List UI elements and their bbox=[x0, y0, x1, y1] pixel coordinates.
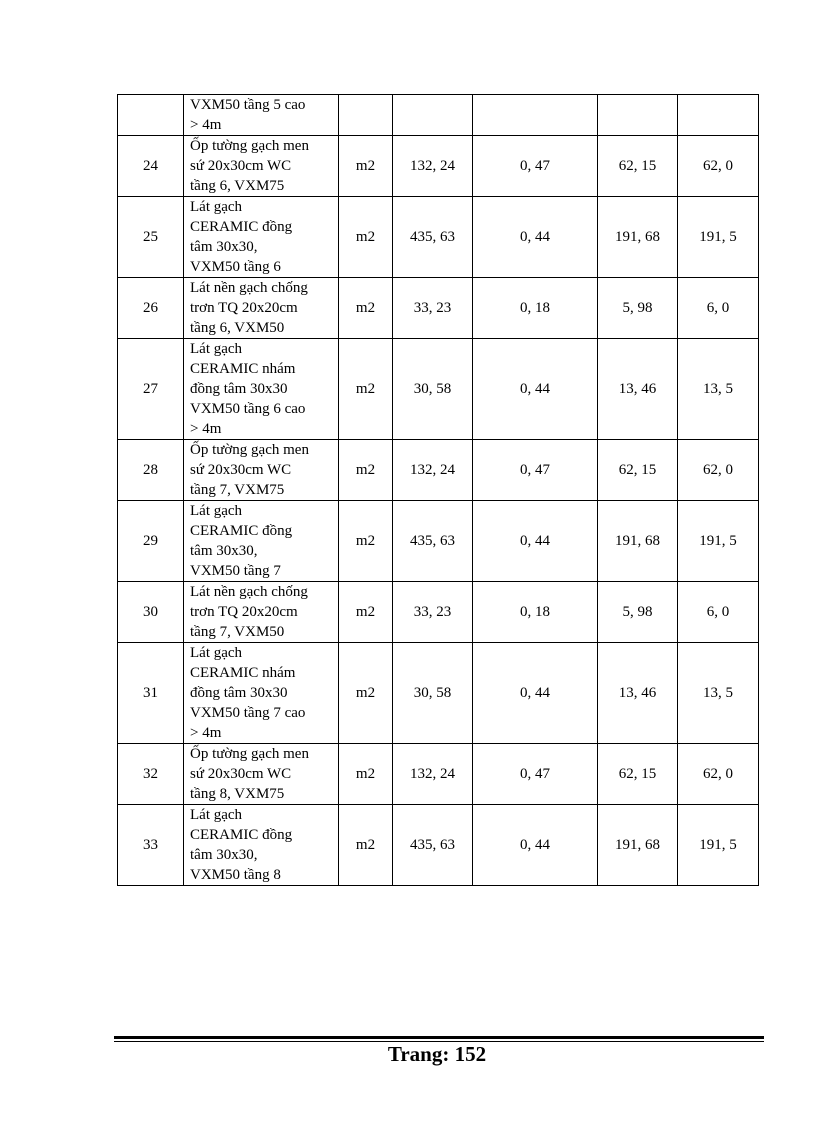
description-cell bbox=[184, 339, 339, 440]
rounded-cell: 62, 0 bbox=[678, 744, 759, 805]
table-row bbox=[118, 136, 759, 197]
description-line: Lát gạch bbox=[190, 199, 243, 215]
description-line: Ốp tường gạch men bbox=[190, 442, 309, 458]
description-line: Lát nền gạch chống bbox=[190, 584, 308, 600]
description-cell bbox=[184, 95, 339, 136]
norm-cell: 0, 47 bbox=[473, 744, 598, 805]
norm-cell: 0, 44 bbox=[473, 197, 598, 278]
calculated-cell: 62, 15 bbox=[598, 136, 678, 197]
item-number-cell: 31 bbox=[118, 643, 184, 744]
table-row bbox=[118, 339, 759, 440]
description-line: CERAMIC đồng bbox=[190, 827, 293, 843]
rounded-cell: 6, 0 bbox=[678, 582, 759, 643]
description-line: VXM50 tầng 5 cao bbox=[190, 97, 306, 113]
quantity-cell: 435, 63 bbox=[393, 197, 473, 278]
table-row bbox=[118, 440, 759, 501]
description-cell bbox=[184, 197, 339, 278]
item-number-cell: 29 bbox=[118, 501, 184, 582]
table-row bbox=[118, 744, 759, 805]
quantity-cell: 33, 23 bbox=[393, 278, 473, 339]
table-row bbox=[118, 197, 759, 278]
item-number-cell: 32 bbox=[118, 744, 184, 805]
description-line: > 4m bbox=[190, 117, 222, 133]
quantity-cell: 435, 63 bbox=[393, 501, 473, 582]
description-line: tầng 6, VXM75 bbox=[190, 178, 285, 194]
rounded-cell: 6, 0 bbox=[678, 278, 759, 339]
description-line: CERAMIC nhám bbox=[190, 361, 296, 377]
norm-cell: 0, 47 bbox=[473, 136, 598, 197]
calculated-cell: 62, 15 bbox=[598, 744, 678, 805]
description-line: VXM50 tầng 6 cao bbox=[190, 401, 306, 417]
description-line: CERAMIC đồng bbox=[190, 523, 293, 539]
description-line: Ốp tường gạch men bbox=[190, 138, 309, 154]
quantity-cell: 132, 24 bbox=[393, 440, 473, 501]
item-number-cell: 24 bbox=[118, 136, 184, 197]
description-line: tâm 30x30, bbox=[190, 847, 258, 863]
description-line: sứ 20x30cm WC bbox=[190, 158, 292, 174]
rounded-cell: 13, 5 bbox=[678, 339, 759, 440]
footer-rule bbox=[114, 1036, 764, 1039]
description-cell bbox=[184, 744, 339, 805]
rounded-cell: 191, 5 bbox=[678, 197, 759, 278]
description-line: Lát gạch bbox=[190, 645, 243, 661]
table-row bbox=[118, 805, 759, 886]
description-line: CERAMIC đồng bbox=[190, 219, 293, 235]
calculated-cell: 191, 68 bbox=[598, 805, 678, 886]
description-line: trơn TQ 20x20cm bbox=[190, 604, 298, 620]
rounded-cell: 191, 5 bbox=[678, 501, 759, 582]
unit-cell: m2 bbox=[339, 278, 393, 339]
item-number-cell: 26 bbox=[118, 278, 184, 339]
table-row bbox=[118, 501, 759, 582]
rounded-cell: 13, 5 bbox=[678, 643, 759, 744]
quantity-cell: 435, 63 bbox=[393, 805, 473, 886]
quantity-cell: 30, 58 bbox=[393, 643, 473, 744]
description-line: Lát gạch bbox=[190, 341, 243, 357]
item-number-cell: 27 bbox=[118, 339, 184, 440]
description-cell bbox=[184, 440, 339, 501]
description-line: sứ 20x30cm WC bbox=[190, 462, 292, 478]
description-line: Ốp tường gạch men bbox=[190, 746, 309, 762]
norm-cell: 0, 44 bbox=[473, 501, 598, 582]
norm-cell: 0, 44 bbox=[473, 805, 598, 886]
rounded-cell: 62, 0 bbox=[678, 136, 759, 197]
norm-cell: 0, 44 bbox=[473, 643, 598, 744]
rounded-cell: 62, 0 bbox=[678, 440, 759, 501]
description-line: tâm 30x30, bbox=[190, 543, 258, 559]
description-line: tầng 7, VXM50 bbox=[190, 624, 285, 640]
table-row bbox=[118, 582, 759, 643]
table-body bbox=[118, 95, 759, 886]
description-cell bbox=[184, 805, 339, 886]
unit-cell: m2 bbox=[339, 501, 393, 582]
quantity-cell: 132, 24 bbox=[393, 744, 473, 805]
calculated-cell: 191, 68 bbox=[598, 501, 678, 582]
description-line: tầng 6, VXM50 bbox=[190, 320, 285, 336]
table-row bbox=[118, 278, 759, 339]
quantity-cell: 33, 23 bbox=[393, 582, 473, 643]
description-line: tâm 30x30, bbox=[190, 239, 258, 255]
description-line: VXM50 tầng 7 bbox=[190, 563, 281, 579]
description-cell bbox=[184, 501, 339, 582]
calculated-cell: 191, 68 bbox=[598, 197, 678, 278]
unit-cell: m2 bbox=[339, 440, 393, 501]
calculated-cell: 13, 46 bbox=[598, 339, 678, 440]
unit-cell: m2 bbox=[339, 744, 393, 805]
description-line: tầng 8, VXM75 bbox=[190, 786, 285, 802]
norm-cell: 0, 18 bbox=[473, 278, 598, 339]
item-number-cell: 30 bbox=[118, 582, 184, 643]
norm-cell: 0, 47 bbox=[473, 440, 598, 501]
description-line: Lát gạch bbox=[190, 503, 243, 519]
description-line: > 4m bbox=[190, 421, 222, 437]
description-line: sứ 20x30cm WC bbox=[190, 766, 292, 782]
description-line: đồng tâm 30x30 bbox=[190, 685, 288, 701]
calculated-cell: 13, 46 bbox=[598, 643, 678, 744]
description-cell bbox=[184, 582, 339, 643]
quantity-cell: 30, 58 bbox=[393, 339, 473, 440]
calculated-cell: 62, 15 bbox=[598, 440, 678, 501]
page-number: Trang: 152 bbox=[387, 1042, 487, 1066]
table-row bbox=[118, 95, 759, 136]
rounded-cell bbox=[678, 95, 759, 136]
unit-cell: m2 bbox=[339, 643, 393, 744]
description-cell bbox=[184, 643, 339, 744]
description-line: trơn TQ 20x20cm bbox=[190, 300, 298, 316]
description-line: VXM50 tầng 8 bbox=[190, 867, 281, 883]
description-line: CERAMIC nhám bbox=[190, 665, 296, 681]
description-line: Lát gạch bbox=[190, 807, 243, 823]
calculated-cell bbox=[598, 95, 678, 136]
quantity-cell: 132, 24 bbox=[393, 136, 473, 197]
description-cell bbox=[184, 136, 339, 197]
description-line: Lát nền gạch chống bbox=[190, 280, 308, 296]
norm-cell bbox=[473, 95, 598, 136]
unit-cell: m2 bbox=[339, 582, 393, 643]
unit-cell: m2 bbox=[339, 339, 393, 440]
norm-cell: 0, 44 bbox=[473, 339, 598, 440]
item-number-cell: 28 bbox=[118, 440, 184, 501]
unit-cell bbox=[339, 95, 393, 136]
unit-cell: m2 bbox=[339, 805, 393, 886]
description-cell bbox=[184, 278, 339, 339]
description-line: đồng tâm 30x30 bbox=[190, 381, 288, 397]
unit-cell: m2 bbox=[339, 197, 393, 278]
table-row bbox=[118, 643, 759, 744]
item-number-cell: 33 bbox=[118, 805, 184, 886]
unit-cell: m2 bbox=[339, 136, 393, 197]
item-number-cell bbox=[118, 95, 184, 136]
norm-cell: 0, 18 bbox=[473, 582, 598, 643]
calculated-cell: 5, 98 bbox=[598, 278, 678, 339]
quantity-cell bbox=[393, 95, 473, 136]
quantity-table bbox=[117, 94, 759, 886]
description-line: VXM50 tầng 6 bbox=[190, 259, 281, 275]
rounded-cell: 191, 5 bbox=[678, 805, 759, 886]
description-line: VXM50 tầng 7 cao bbox=[190, 705, 306, 721]
description-line: tầng 7, VXM75 bbox=[190, 482, 285, 498]
item-number-cell: 25 bbox=[118, 197, 184, 278]
description-line: > 4m bbox=[190, 725, 222, 741]
calculated-cell: 5, 98 bbox=[598, 582, 678, 643]
